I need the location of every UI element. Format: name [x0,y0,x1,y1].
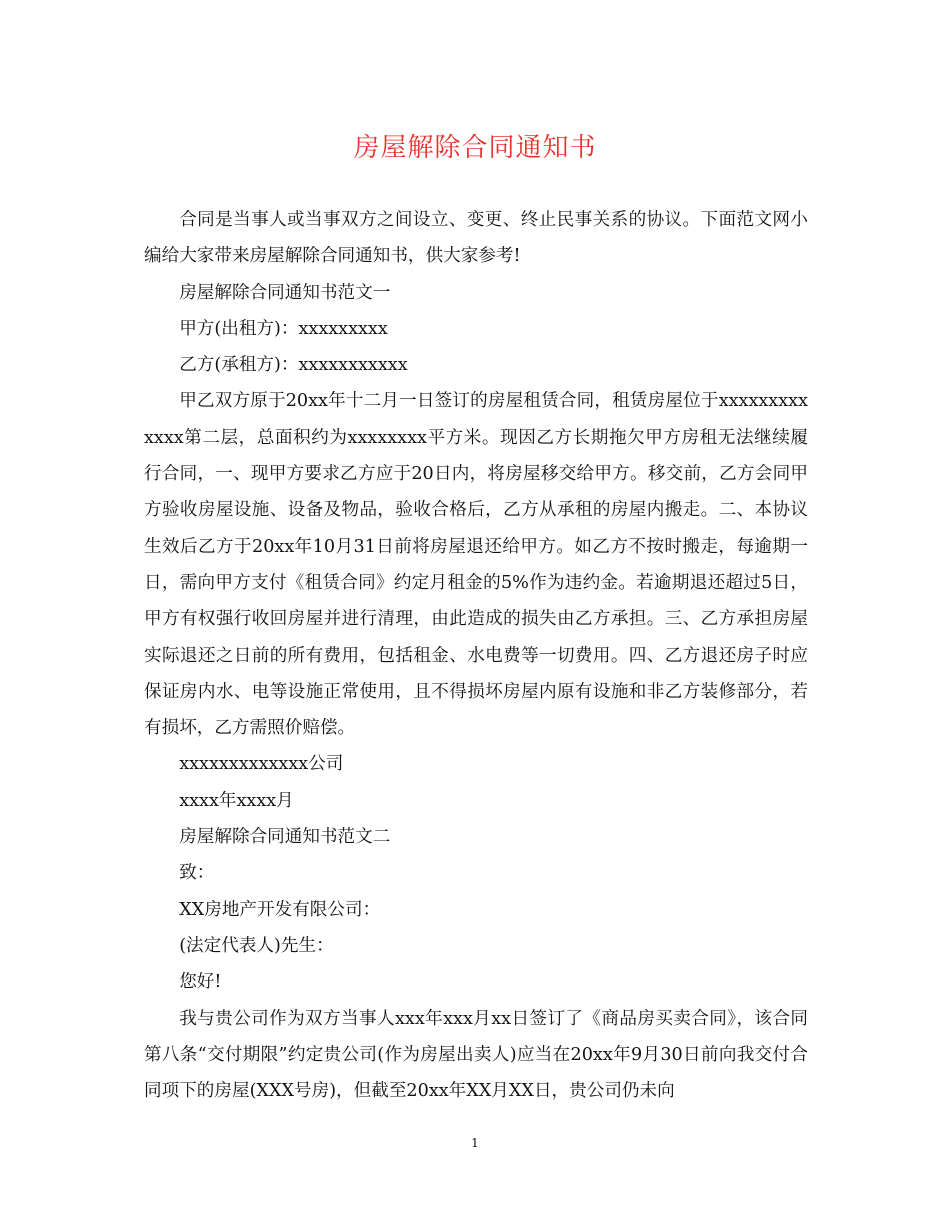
party-b-line: 乙方(承租方)：xxxxxxxxxxx [179,355,408,376]
recipient-representative: (法定代表人)先生： [179,935,334,956]
section-heading-sample-one: 房屋解除合同通知书范文一 [179,282,391,303]
greeting: 您好! [179,972,222,993]
contract-terms-paragraph: 甲乙双方原于20xx年十二月一日签订的房屋租赁合同，租赁房屋位于xxxxxxxxxxxxx第二层，总面积约为xxxxxxxx平方米。现因乙方长期拖欠甲方房租无法继续履行合同，一、现甲方要求乙方应于20日内，将房屋移交给甲方。移交前，乙方会同甲方验收房屋设施、设备及物品，验收合格后，乙方从承租的房屋内搬走。二、本协议生效后乙方于20xx年10月31日前将房屋退还给甲方。如乙方不按时搬走，每逾期一日，需向甲方支付《租赁合同》约定月租金的5%作为违约金。若逾期退还超过5日，甲方有权强行收回房屋并进行清理，由此造成的损失由乙方承担。三、乙方承担房屋实际退还之日前的所有费用，包括租金、水电费等一切费用。四、乙方退还房子时应保证房内水、电等设施正常使用，且不得损坏房屋内原有设施和非乙方装修部分，若有损坏，乙方需照价赔偿。 [144,391,808,739]
document-body [144,202,808,1109]
page-title: 房屋解除合同通知书 [353,133,597,163]
date-line: xxxx年xxxx月 [179,790,294,811]
letter-body-paragraph: 我与贵公司作为双方当事人xxx年xxx月xx日签订了《商品房买卖合同》，该合同第八条“交付期限”约定贵公司(作为房屋出卖人)应当在20xx年9月30日前向我交付合同项下的房屋(XXX号房)，但截至20xx年XX月XX日，贵公司仍未向 [144,1008,808,1102]
intro-paragraph: 合同是当事人或当事双方之间设立、变更、终止民事关系的协议。下面范文网小编给大家带来房屋解除合同通知书，供大家参考! [144,210,808,267]
company-signature-line: xxxxxxxxxxxxx公司 [179,754,344,775]
recipient-company: XX房地产开发有限公司： [179,899,381,920]
page-number: 1 [471,1136,479,1150]
salutation-to: 致： [179,863,215,884]
party-a-line: 甲方(出租方)：xxxxxxxxx [179,318,388,339]
section-heading-sample-two: 房屋解除合同通知书范文二 [179,827,391,848]
